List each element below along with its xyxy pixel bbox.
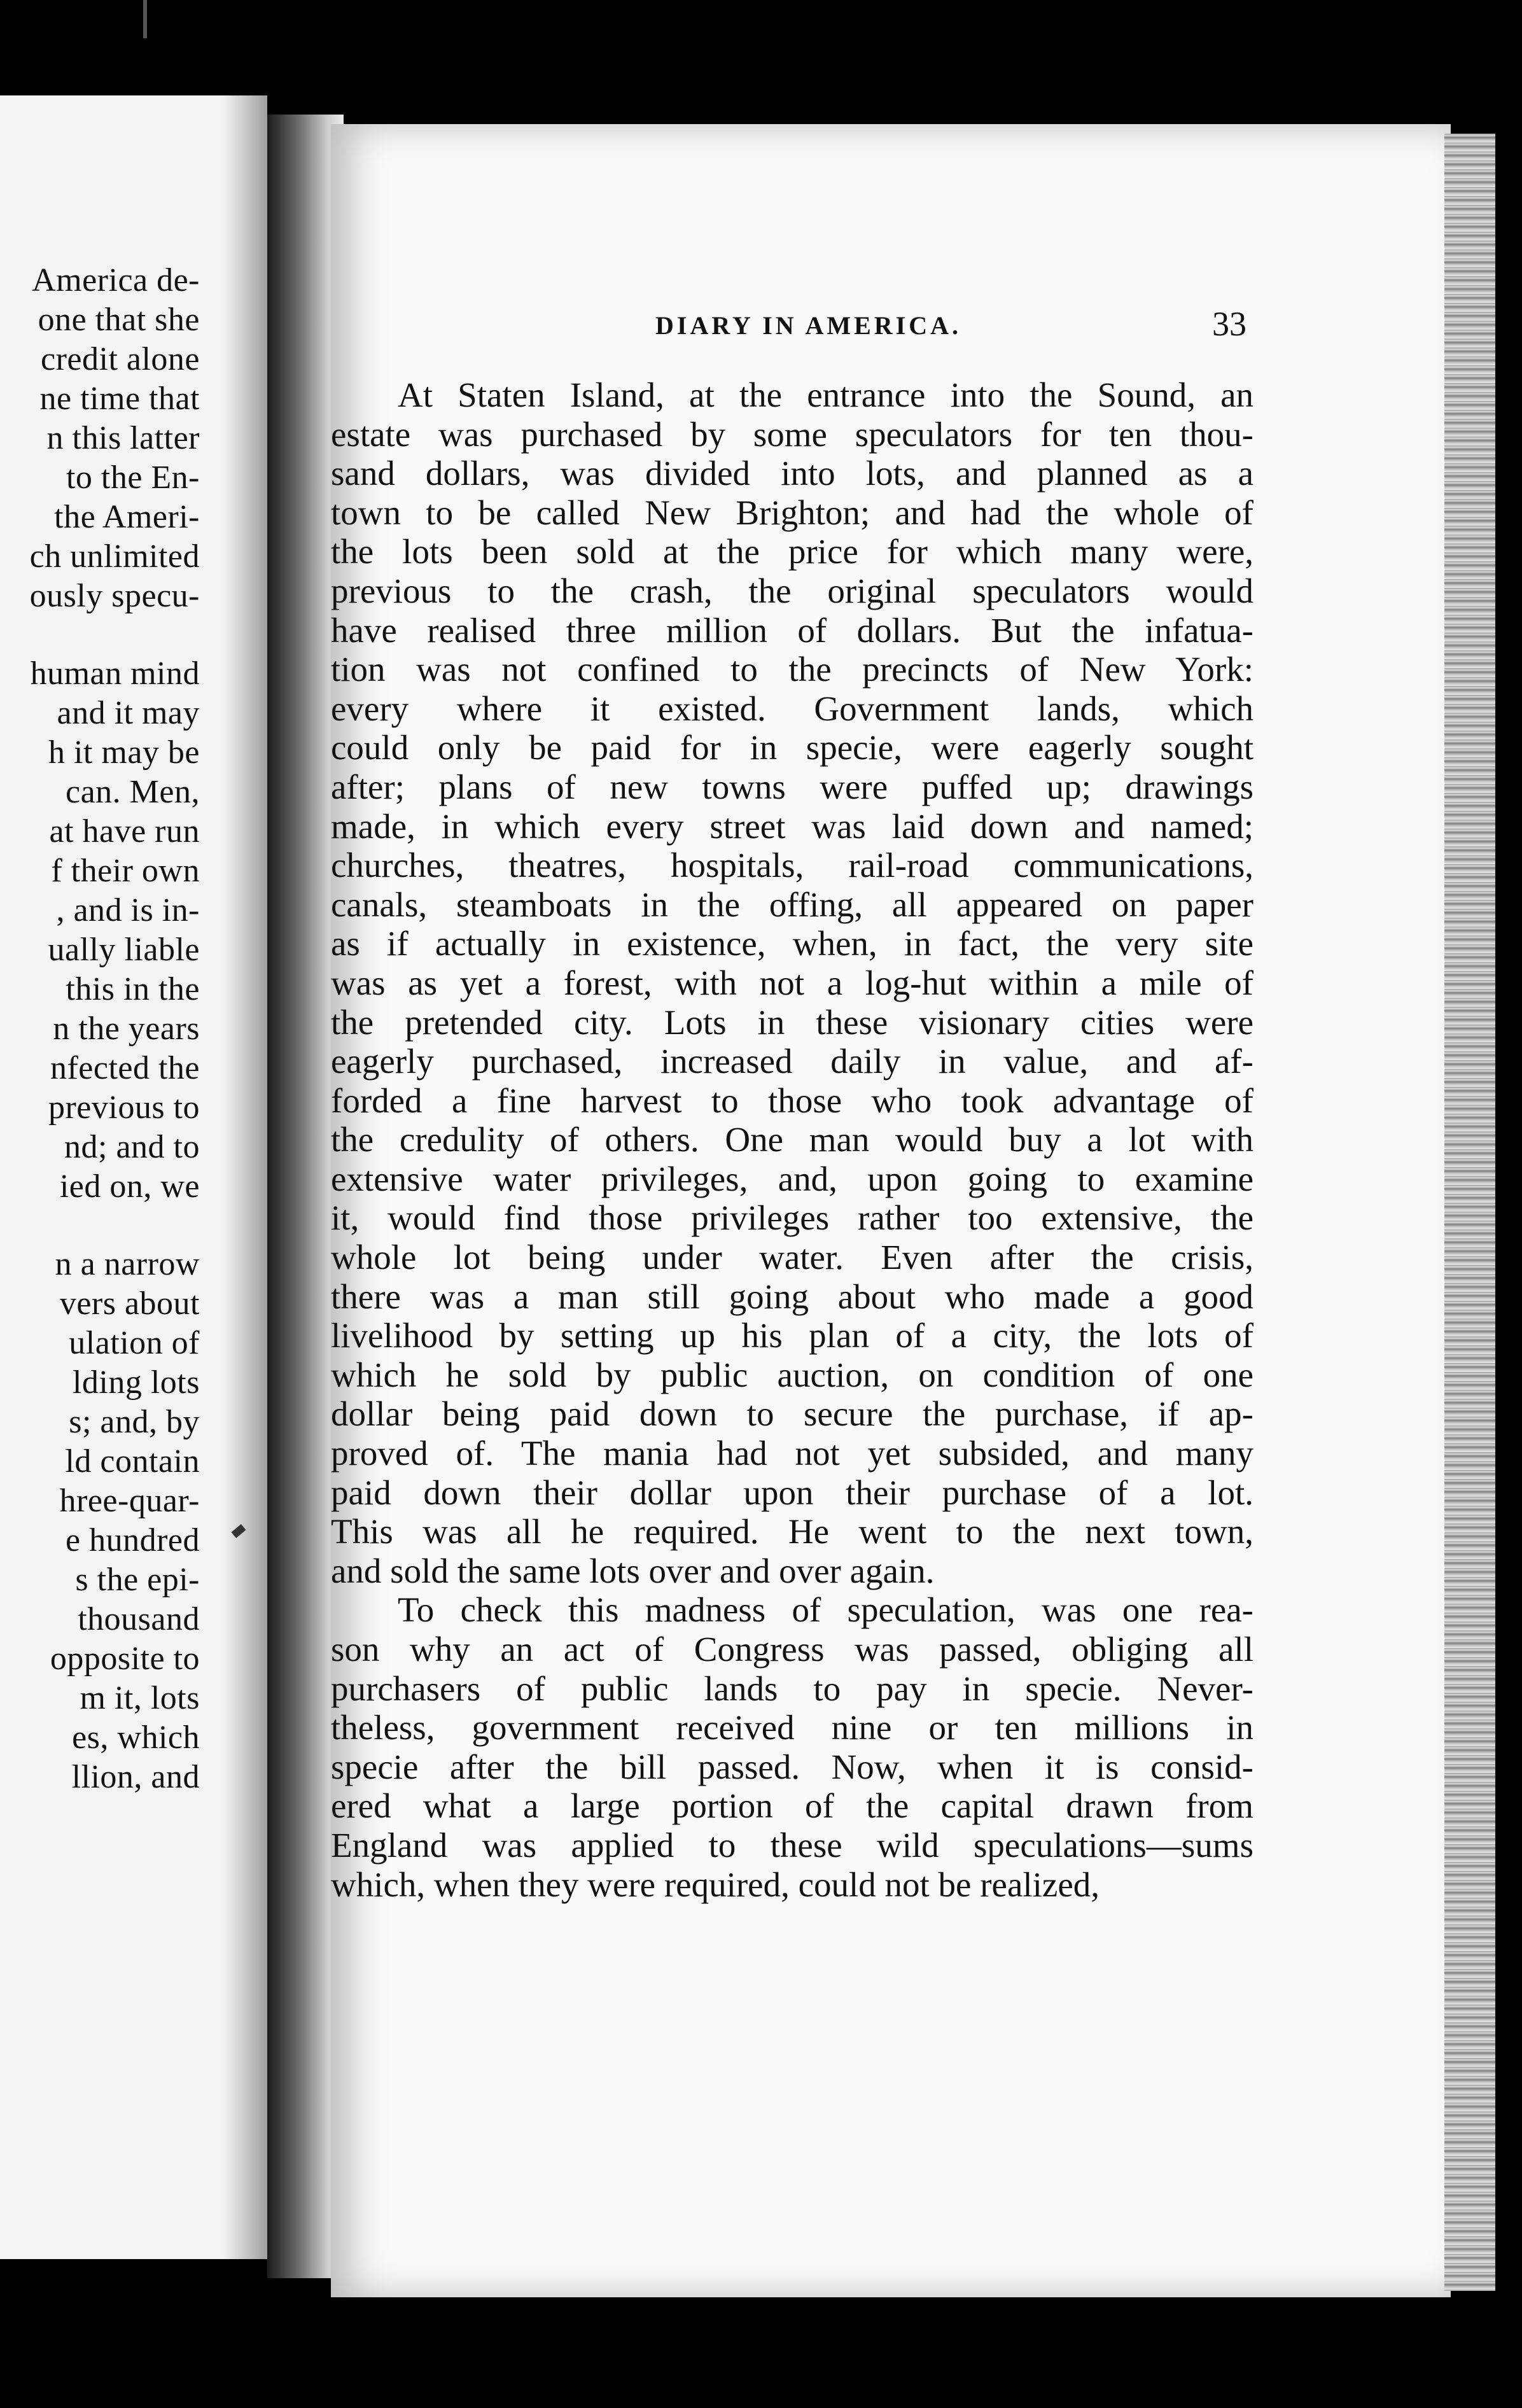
text-line: sand dollars, was divided into lots, and planned as a: [331, 454, 1253, 493]
text-line: extensive water privileges, and, upon going to examine: [331, 1159, 1253, 1198]
previous-page-line: , and is in-: [56, 892, 200, 928]
paragraph-2: [331, 1590, 1253, 1904]
previous-page-line: hree-quar-: [59, 1483, 200, 1519]
previous-page-line: ch unlimited: [29, 538, 200, 575]
text-line: which, when they were required, could not be realized,: [331, 1865, 1100, 1904]
text-line: there was a man still going about who made a good: [331, 1277, 1253, 1316]
previous-page-line: nd; and to: [64, 1129, 200, 1165]
text-line: have realised three million of dollars. But the infatua-: [331, 610, 1253, 650]
film-mark: [143, 0, 147, 38]
previous-page: [0, 95, 267, 2259]
previous-page-line: n a narrow: [55, 1246, 200, 1282]
text-line: forded a fine harvest to those who took advantage of: [331, 1081, 1253, 1120]
previous-page-line: thousand: [78, 1601, 200, 1637]
body-text: [331, 375, 1253, 1904]
previous-page-line: vers about: [59, 1285, 200, 1322]
text-line: town to be called New Brighton; and had the whole of: [331, 493, 1253, 532]
text-line: whole lot being under water. Even after the crisis,: [331, 1238, 1253, 1277]
previous-page-line: ld contain: [65, 1443, 200, 1480]
text-line: theless, government received nine or ten millions in: [331, 1708, 1253, 1747]
page-number: 33: [1212, 305, 1246, 343]
previous-page-line: n this latter: [46, 420, 200, 456]
previous-page-line: the Ameri-: [54, 499, 200, 535]
text-line: son why an act of Congress was passed, obliging all: [331, 1630, 1253, 1669]
text-line: To check this madness of speculation, was one rea-: [398, 1590, 1253, 1630]
text-line: it, would find those privileges rather too extensive, the: [331, 1198, 1253, 1238]
text-line: livelihood by setting up his plan of a city, the lots of: [331, 1316, 1253, 1355]
text-line: At Staten Island, at the entrance into the Sound, an: [398, 375, 1253, 414]
text-line: the credulity of others. One man would buy a lot with: [331, 1120, 1253, 1159]
previous-page-line: s the epi-: [75, 1562, 200, 1598]
previous-page-line: and it may: [57, 695, 200, 731]
previous-page-line: ously specu-: [29, 578, 200, 614]
text-line: as if actually in existence, when, in fact, the very site: [331, 924, 1253, 963]
previous-page-line: m it, lots: [80, 1680, 200, 1716]
text-line: eagerly purchased, increased daily in value, and af-: [331, 1042, 1253, 1081]
previous-page-line: credit alone: [41, 341, 200, 377]
text-line: estate was purchased by some speculators for ten thou-: [331, 414, 1253, 454]
previous-page-line: ne time that: [39, 381, 200, 417]
text-line: purchasers of public lands to pay in specie. Never-: [331, 1669, 1253, 1708]
previous-page-line: at have run: [49, 813, 200, 850]
text-line: after; plans of new towns were puffed up; drawings: [331, 767, 1253, 806]
previous-page-line: f their own: [51, 853, 200, 889]
previous-page-line: s; and, by: [69, 1404, 200, 1440]
previous-page-line: ulation of: [69, 1325, 200, 1361]
page-edge: [1444, 134, 1495, 2291]
previous-page-line: llion, and: [71, 1759, 200, 1795]
paragraph-1: [331, 375, 1253, 1590]
previous-page-line: to the En-: [66, 459, 200, 496]
text-line: the lots been sold at the price for which many were,: [331, 532, 1253, 571]
text-line: England was applied to these wild speculations—sums: [331, 1825, 1253, 1865]
text-line: specie after the bill passed. Now, when it is consid-: [331, 1747, 1253, 1786]
previous-page-line: es, which: [72, 1719, 200, 1756]
previous-page-line: one that she: [38, 302, 200, 338]
previous-page-line: this in the: [66, 971, 200, 1007]
text-line: proved of. The mania had not yet subsided, and many: [331, 1434, 1253, 1473]
previous-page-line: e hundred: [66, 1522, 200, 1558]
previous-page-line: h it may be: [48, 734, 200, 771]
previous-page-line: ually liable: [48, 932, 200, 968]
text-line: tion was not confined to the precincts of New York:: [331, 650, 1253, 689]
previous-page-line: can. Men,: [66, 774, 200, 810]
text-line: was as yet a forest, with not a log-hut within a mile of: [331, 963, 1253, 1002]
text-line: previous to the crash, the original speculators would: [331, 571, 1253, 610]
text-line: canals, steamboats in the offing, all appeared on paper: [331, 885, 1253, 924]
text-line: could only be paid for in specie, were eagerly sought: [331, 728, 1253, 767]
previous-page-line: opposite to: [50, 1641, 200, 1677]
previous-page-line: lding lots: [72, 1364, 200, 1401]
text-line: This was all he required. He went to the next town,: [331, 1512, 1253, 1551]
text-line: ered what a large portion of the capital drawn from: [331, 1786, 1253, 1826]
running-header: DIARY IN AMERICA.: [655, 311, 962, 340]
previous-page-line: human mind: [30, 655, 200, 692]
previous-page-line: previous to: [48, 1089, 200, 1126]
previous-page-line: n the years: [53, 1011, 200, 1047]
gutter-shadow: [223, 95, 267, 2259]
previous-page-line: ied on, we: [59, 1168, 200, 1205]
previous-page-line: America de-: [32, 262, 200, 298]
text-line: which he sold by public auction, on condition of one: [331, 1355, 1253, 1394]
text-line: every where it existed. Government lands, which: [331, 689, 1253, 728]
text-line: and sold the same lots over and over again.: [331, 1551, 935, 1590]
text-line: made, in which every street was laid down and named;: [331, 806, 1253, 846]
text-line: the pretended city. Lots in these visionary cities were: [331, 1002, 1253, 1042]
text-line: churches, theatres, hospitals, rail-road communications,: [331, 846, 1253, 885]
previous-page-line: nfected the: [50, 1050, 200, 1086]
text-line: paid down their dollar upon their purchase of a lot.: [331, 1473, 1253, 1512]
text-line: dollar being paid down to secure the purchase, if ap-: [331, 1394, 1253, 1434]
